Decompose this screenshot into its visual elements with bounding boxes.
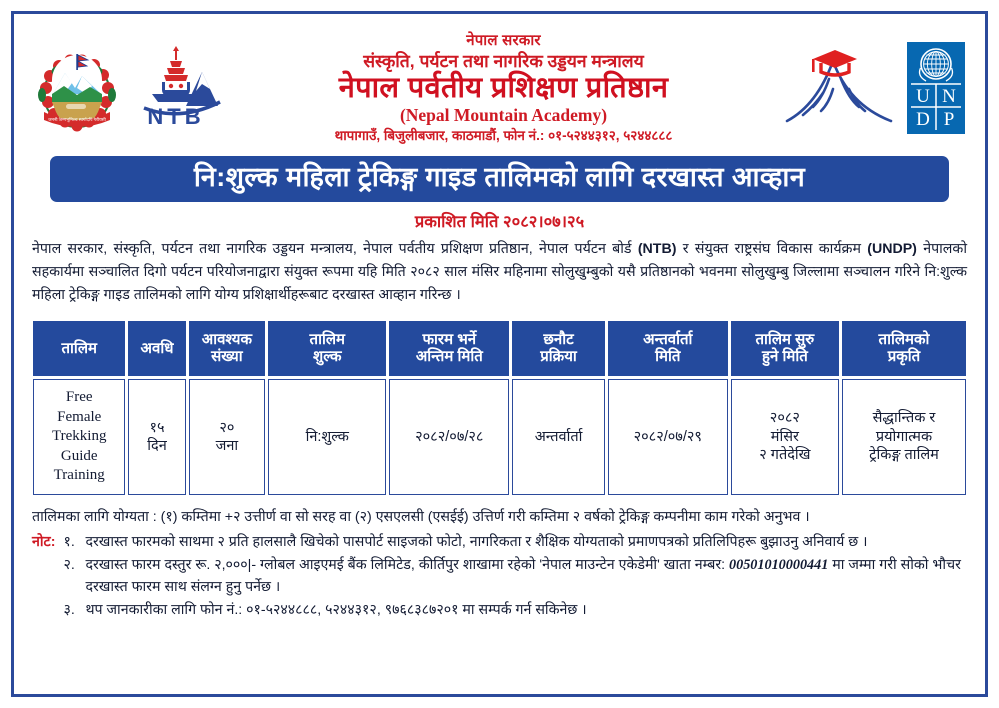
table-header-cell [389, 321, 509, 376]
training-details-table [30, 318, 969, 498]
cell-training-name [33, 379, 125, 495]
header-line: तालिमको [878, 330, 930, 348]
poster-header [28, 22, 971, 150]
header-text-block [224, 33, 783, 144]
ntb-logo-text: NTB [147, 104, 205, 129]
body-text-undp: (UNDP) [867, 240, 917, 257]
cell-line: Guide [60, 447, 98, 464]
nepal-government-emblem-icon [34, 42, 120, 134]
undp-letter-d: D [916, 109, 930, 130]
ntb-logo-icon [132, 46, 224, 130]
note-text-before: दरखास्त फारम दस्तुर रू. २,०००|- ग्लोबल आइएमई बैंक लिमिटेड, कीर्तिपुर शाखामा रहेको 'नेपाल माउन्टेन एकेडेमी' खाता नम्बर: [85, 557, 730, 574]
cell-line: प्रयोगात्मक [875, 428, 933, 445]
body-text-part-1: नेपाल सरकार, संस्कृति, पर्यटन तथा नागरिक उड्डयन मन्त्रालय, नेपाल पर्वतीय प्रशिक्षण प्रतिष्ठान, नेपाल पर्यटन बोर्ड [32, 240, 638, 257]
note-number: ३. [63, 602, 75, 619]
svg-text:जननी जन्मभूमिश्च स्वर्गादपि गर: जननी जन्मभूमिश्च स्वर्गादपि गरीयसी [48, 117, 106, 122]
note-number: २. [63, 557, 75, 574]
header-line: छनौट [543, 330, 574, 348]
eligibility-text: तालिमका लागि योग्यता : (१) कम्तिमा +२ उत्तीर्ण वा सो सरह वा (२) एसएलसी (एसईई) उत्तिर्ण गरी कम्तिमा २ वर्षको ट्रेकिङ्ग कम्पनीमा काम गरेको अनुभव । [32, 509, 810, 526]
header-line: अन्तर्वार्ता [643, 330, 693, 348]
header-line: मिति [655, 348, 681, 366]
header-line: तालिम [309, 330, 345, 348]
body-text-part-2: र संयुक्त राष्ट्रसंघ विकास कार्यक्रम [676, 240, 868, 257]
cell-training-fee [268, 379, 386, 495]
note-list [63, 531, 967, 622]
cell-line: अन्तर्वार्ता [534, 428, 583, 445]
cell-line: ट्रेकिङ्ग तालिम [869, 447, 939, 464]
graduation-cap-icon [812, 50, 857, 75]
note-number: १. [63, 534, 75, 551]
undp-letter-n: N [942, 86, 956, 107]
table-header-cell [268, 321, 386, 376]
table-header-cell [842, 321, 966, 376]
cell-required-number [189, 379, 266, 495]
cell-line: १५ [149, 419, 165, 436]
cell-line: २० [219, 419, 235, 436]
header-line: आवश्यक [201, 330, 252, 348]
note-text [85, 554, 967, 598]
note-item [63, 554, 967, 598]
header-line-government: नेपाल सरकार [466, 31, 541, 49]
notice-title-banner: नि:शुल्क महिला ट्रेकिङ्ग गाइड तालिमको लागि दरखास्त आव्हान [50, 156, 949, 202]
header-line: तालिम सुरु [755, 330, 815, 348]
cell-line: दिन [147, 438, 167, 455]
header-line-address: थापागाउँ, बिजुलीबजार, काठमाडौं, फोन नं.: ०१-५२४४३१२, ५२४४८८८ [334, 128, 673, 144]
cell-line: जना [215, 438, 239, 455]
undp-logo-icon [907, 42, 965, 134]
cell-line: Training [53, 467, 105, 484]
undp-letter-u: U [916, 86, 930, 107]
cell-line: Female [57, 408, 102, 425]
table-header-cell [128, 321, 185, 376]
header-line: फारम भर्ने [422, 330, 477, 348]
note-text: थप जानकारीका लागि फोन नं.: ०१-५२४४८८८, ५२४४३१२, ९७६८३८७२०१ मा सम्पर्क गर्न सकिनेछ । [85, 602, 587, 619]
table-header-cell [608, 321, 728, 376]
cell-line: सैद्धान्तिक र [872, 410, 936, 427]
cell-training-nature [842, 379, 966, 495]
notes-section [28, 531, 971, 622]
cell-line: २ गतेदेखि [759, 447, 811, 464]
table-header-cell [731, 321, 839, 376]
cell-duration [128, 379, 185, 495]
table-header-cell [189, 321, 266, 376]
header-line: अवधि [140, 339, 174, 357]
note-text-after: मा जम्मा गरी सोको भौचर दरखास्त फारम साथ संलग्न हुनु पर्नेछ । [85, 557, 961, 596]
bank-account-number: 00501010000441 [729, 557, 829, 574]
header-line: अन्तिम मिति [415, 348, 483, 366]
nepal-mountain-academy-logo-icon [783, 45, 895, 131]
cell-line: Free [65, 389, 93, 406]
header-line-academy-nepali: नेपाल पर्वतीय प्रशिक्षण प्रतिष्ठान [338, 72, 669, 105]
cell-line: नि:शुल्क [305, 428, 349, 445]
training-details-table-wrapper [28, 318, 971, 498]
header-line: प्रकृति [887, 348, 921, 366]
header-line-academy-english: (Nepal Mountain Academy) [399, 104, 608, 125]
header-line-ministry: संस्कृति, पर्यटन तथा नागरिक उड्डयन मन्त्रालय [363, 50, 644, 71]
undp-letter-p: P [943, 109, 955, 130]
header-line: हुने मिति [762, 348, 808, 366]
table-header-row [33, 321, 966, 376]
cell-form-deadline [389, 379, 509, 495]
banner-section [28, 150, 971, 202]
table-header-cell [512, 321, 604, 376]
note-text: दरखास्त फारमको साथमा २ प्रति हालसालै खिचेको पासपोर्ट साइजको फोटो, नागरिकता र शैक्षिक योग्यताको प्रमाणपत्रको प्रतिलिपिहरू बुझाउनु अनिवार्य छ । [85, 534, 868, 551]
header-line: प्रक्रिया [540, 348, 577, 366]
cell-line: २०८२/०७/२९ [633, 428, 702, 445]
cell-line: २०८२ [769, 410, 800, 427]
table-row [33, 379, 966, 495]
body-text-part-3: नेपालको सहकार्यमा सञ्चालित दिगो पर्यटन परियोजनाद्वारा संयुक्त रूपमा यहि मिति २०८२ साल मंसिर महिनामा सोलुखुम्बुको यसै प्रतिष्ठानको भवनमा सोलुखुम्बु जिल्लामा सञ्चालन गरिने नि:शुल्क महिला ट्रेकिङ्ग गाइड तालिमको लागि योग्य प्रशिक्षार्थीहरूबाट दरखास्त आव्हान गरिन्छ । [32, 240, 967, 303]
cell-selection-process [512, 379, 604, 495]
note-item [63, 599, 967, 621]
notice-body-paragraph [28, 236, 971, 307]
cell-line: Trekking [52, 428, 107, 445]
published-date: प्रकाशित मिति २०८२।०७।२५ [414, 212, 585, 231]
header-line: शुल्क [313, 348, 342, 366]
body-text-ntb: (NTB) [637, 240, 677, 257]
cell-line: मंसिर [770, 428, 799, 445]
header-line: तालिम [61, 339, 97, 357]
header-line: संख्या [211, 348, 243, 366]
header-right-logos [783, 42, 965, 134]
note-item [63, 531, 967, 553]
cell-line: २०८२/०७/२८ [415, 428, 484, 445]
table-header-cell [33, 321, 125, 376]
header-left-logos [34, 42, 224, 134]
note-label: नोट: [32, 534, 56, 551]
cell-interview-date [608, 379, 728, 495]
poster-border-frame [11, 11, 988, 697]
cell-training-start-date [731, 379, 839, 495]
